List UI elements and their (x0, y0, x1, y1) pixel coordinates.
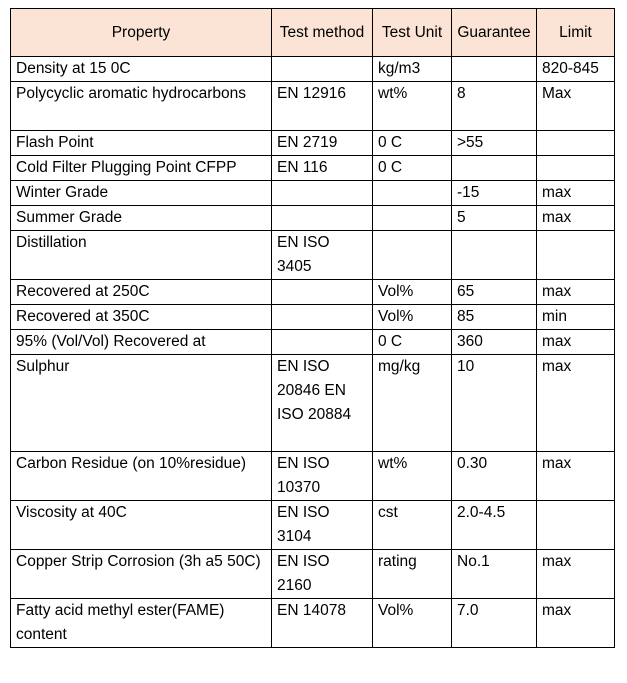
cell-limit: Max (537, 82, 615, 131)
cell-unit (373, 181, 452, 206)
cell-limit: max (537, 206, 615, 231)
table-row (11, 355, 615, 452)
table-row (11, 82, 615, 131)
cell-limit (537, 231, 615, 280)
cell-method: EN ISO 10370 (272, 452, 373, 501)
cell-property: Cold Filter Plugging Point CFPP (11, 156, 272, 181)
header-row (11, 9, 615, 57)
table-row (11, 550, 615, 599)
table-row (11, 599, 615, 648)
cell-limit (537, 156, 615, 181)
cell-unit: 0 C (373, 156, 452, 181)
cell-guarantee (452, 57, 537, 82)
cell-unit: 0 C (373, 330, 452, 355)
cell-unit (373, 206, 452, 231)
cell-method (272, 330, 373, 355)
cell-method: EN ISO 3405 (272, 231, 373, 280)
fuel-specification-table (10, 8, 615, 648)
cell-limit (537, 131, 615, 156)
cell-unit: kg/m3 (373, 57, 452, 82)
table-row (11, 57, 615, 82)
cell-method: EN 14078 (272, 599, 373, 648)
cell-method: EN ISO 3104 (272, 501, 373, 550)
cell-property: Copper Strip Corrosion (3h a5 50C) (11, 550, 272, 599)
table-row (11, 305, 615, 330)
cell-method: EN 2719 (272, 131, 373, 156)
cell-method (272, 280, 373, 305)
cell-unit: 0 C (373, 131, 452, 156)
cell-method (272, 57, 373, 82)
cell-method: EN 12916 (272, 82, 373, 131)
cell-guarantee: 0.30 (452, 452, 537, 501)
cell-property: Recovered at 250C (11, 280, 272, 305)
cell-method (272, 206, 373, 231)
cell-limit: max (537, 452, 615, 501)
table-row (11, 156, 615, 181)
cell-method: EN ISO 2160 (272, 550, 373, 599)
table-row (11, 330, 615, 355)
cell-unit: Vol% (373, 305, 452, 330)
header-limit: Limit (537, 9, 615, 57)
table-row (11, 501, 615, 550)
table-body (11, 57, 615, 648)
cell-limit: min (537, 305, 615, 330)
cell-property: Viscosity at 40C (11, 501, 272, 550)
cell-guarantee: >55 (452, 131, 537, 156)
cell-guarantee (452, 231, 537, 280)
cell-property: Density at 15 0C (11, 57, 272, 82)
cell-guarantee: 5 (452, 206, 537, 231)
cell-method: EN ISO 20846 EN ISO 20884 (272, 355, 373, 452)
cell-property: 95% (Vol/Vol) Recovered at (11, 330, 272, 355)
cell-unit: Vol% (373, 599, 452, 648)
table-row (11, 280, 615, 305)
cell-property: Recovered at 350C (11, 305, 272, 330)
cell-limit: 820-845 (537, 57, 615, 82)
cell-property: Sulphur (11, 355, 272, 452)
table-row (11, 452, 615, 501)
cell-limit: max (537, 181, 615, 206)
table-row (11, 206, 615, 231)
header-test-unit: Test Unit (373, 9, 452, 57)
cell-limit: max (537, 599, 615, 648)
cell-unit: wt% (373, 452, 452, 501)
cell-guarantee: 360 (452, 330, 537, 355)
table-row (11, 181, 615, 206)
cell-limit: max (537, 280, 615, 305)
cell-guarantee (452, 156, 537, 181)
cell-guarantee: 7.0 (452, 599, 537, 648)
cell-property: Summer Grade (11, 206, 272, 231)
cell-method (272, 305, 373, 330)
cell-unit: Vol% (373, 280, 452, 305)
header-property: Property (11, 9, 272, 57)
cell-property: Distillation (11, 231, 272, 280)
cell-unit: mg/kg (373, 355, 452, 452)
cell-guarantee: -15 (452, 181, 537, 206)
cell-limit (537, 501, 615, 550)
cell-limit: max (537, 330, 615, 355)
table-row (11, 131, 615, 156)
header-test-method: Test method (272, 9, 373, 57)
cell-property: Polycyclic aromatic hydrocarbons (11, 82, 272, 131)
table-header (11, 9, 615, 57)
cell-property: Fatty acid methyl ester(FAME) content (11, 599, 272, 648)
cell-unit: rating (373, 550, 452, 599)
cell-unit (373, 231, 452, 280)
cell-guarantee: 2.0-4.5 (452, 501, 537, 550)
cell-guarantee: 85 (452, 305, 537, 330)
cell-limit: max (537, 550, 615, 599)
cell-method (272, 181, 373, 206)
cell-guarantee: No.1 (452, 550, 537, 599)
header-guarantee: Guarantee (452, 9, 537, 57)
cell-guarantee: 8 (452, 82, 537, 131)
cell-unit: cst (373, 501, 452, 550)
cell-guarantee: 10 (452, 355, 537, 452)
cell-property: Flash Point (11, 131, 272, 156)
table-row (11, 231, 615, 280)
cell-limit: max (537, 355, 615, 452)
cell-guarantee: 65 (452, 280, 537, 305)
cell-unit: wt% (373, 82, 452, 131)
cell-property: Carbon Residue (on 10%residue) (11, 452, 272, 501)
cell-property: Winter Grade (11, 181, 272, 206)
cell-method: EN 116 (272, 156, 373, 181)
